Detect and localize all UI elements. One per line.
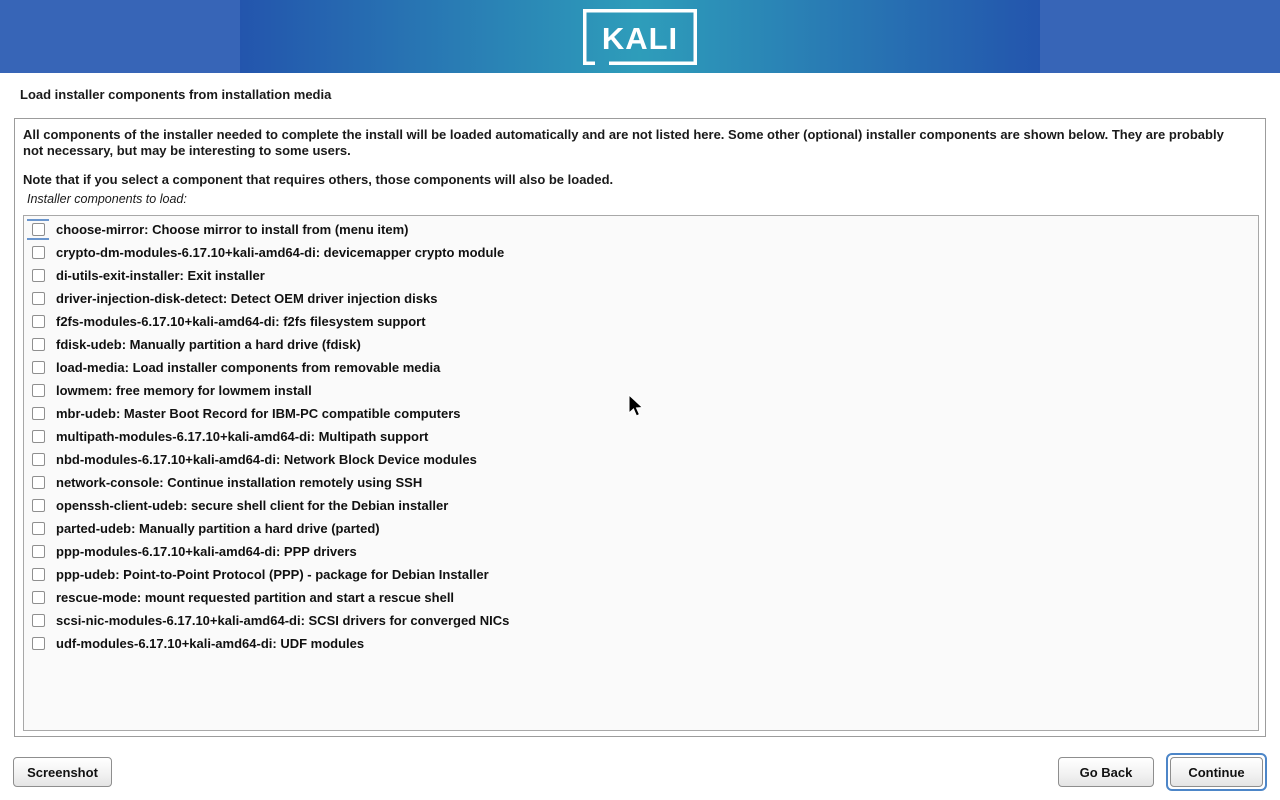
checkbox-cell (27, 311, 49, 332)
component-label: crypto-dm-modules-6.17.10+kali-amd64-di: devicemapper crypto module (56, 245, 505, 260)
component-checkbox[interactable] (32, 292, 45, 305)
kali-logo-text: KALI (601, 20, 679, 56)
checkbox-cell (27, 518, 49, 539)
component-row[interactable] (24, 540, 1258, 563)
component-label: ppp-udeb: Point-to-Point Protocol (PPP) - package for Debian Installer (56, 567, 489, 582)
component-label: driver-injection-disk-detect: Detect OEM driver injection disks (56, 291, 438, 306)
checkbox-cell (27, 587, 49, 608)
component-row[interactable] (24, 379, 1258, 402)
component-row[interactable] (24, 218, 1258, 241)
component-checkbox[interactable] (32, 246, 45, 259)
checkbox-cell (27, 541, 49, 562)
component-row[interactable] (24, 448, 1258, 471)
components-list-label: Installer components to load: (27, 192, 187, 206)
component-label: parted-udeb: Manually partition a hard drive (parted) (56, 521, 380, 536)
continue-button[interactable]: Continue (1170, 757, 1263, 787)
component-row[interactable] (24, 356, 1258, 379)
component-checkbox[interactable] (32, 476, 45, 489)
component-checkbox[interactable] (32, 545, 45, 558)
component-label: di-utils-exit-installer: Exit installer (56, 268, 265, 283)
component-checkbox[interactable] (32, 522, 45, 535)
checkbox-cell (27, 564, 49, 585)
checkbox-cell (27, 472, 49, 493)
content-frame (14, 118, 1266, 737)
component-row[interactable] (24, 241, 1258, 264)
component-label: openssh-client-udeb: secure shell client for the Debian installer (56, 498, 449, 513)
description-text-2: Note that if you select a component that requires others, those components will also be loaded. (23, 172, 614, 187)
checkbox-cell (27, 403, 49, 424)
component-row[interactable] (24, 563, 1258, 586)
component-label: udf-modules-6.17.10+kali-amd64-di: UDF modules (56, 636, 365, 651)
component-row[interactable] (24, 425, 1258, 448)
checkbox-cell (27, 610, 49, 631)
checkbox-cell (27, 265, 49, 286)
kali-banner-gradient (240, 0, 1040, 73)
continue-button-focus-ring (1166, 753, 1267, 791)
checkbox-cell (27, 380, 49, 401)
component-label: scsi-nic-modules-6.17.10+kali-amd64-di: SCSI drivers for converged NICs (56, 613, 510, 628)
component-row[interactable] (24, 517, 1258, 540)
component-checkbox[interactable] (32, 453, 45, 466)
component-row[interactable] (24, 609, 1258, 632)
screenshot-button[interactable]: Screenshot (13, 757, 112, 787)
component-label: lowmem: free memory for lowmem install (56, 383, 312, 398)
installer-header-banner (0, 0, 1280, 73)
component-label: network-console: Continue installation remotely using SSH (56, 475, 423, 490)
checkbox-cell (27, 426, 49, 447)
component-row[interactable] (24, 264, 1258, 287)
component-label: fdisk-udeb: Manually partition a hard drive (fdisk) (56, 337, 361, 352)
component-checkbox[interactable] (32, 223, 45, 236)
component-row[interactable] (24, 471, 1258, 494)
component-row[interactable] (24, 494, 1258, 517)
component-checkbox[interactable] (32, 269, 45, 282)
component-checkbox[interactable] (32, 384, 45, 397)
component-row[interactable] (24, 287, 1258, 310)
checkbox-cell (27, 449, 49, 470)
checkbox-cell (27, 357, 49, 378)
component-label: f2fs-modules-6.17.10+kali-amd64-di: f2fs filesystem support (56, 314, 426, 329)
checkbox-cell (27, 242, 49, 263)
component-label: mbr-udeb: Master Boot Record for IBM-PC compatible computers (56, 406, 461, 421)
description-text-1: All components of the installer needed to complete the install will be loaded automatically and are not listed here. Some other (optional) installer components are shown below. They are probably not necessary, but may be interesting to some users. (23, 127, 1224, 158)
component-row[interactable] (24, 333, 1258, 356)
checkbox-cell (27, 495, 49, 516)
component-label: nbd-modules-6.17.10+kali-amd64-di: Network Block Device modules (56, 452, 477, 467)
page-title: Load installer components from installation media (20, 87, 332, 102)
component-row[interactable] (24, 402, 1258, 425)
component-label: multipath-modules-6.17.10+kali-amd64-di: Multipath support (56, 429, 429, 444)
component-label: ppp-modules-6.17.10+kali-amd64-di: PPP drivers (56, 544, 357, 559)
checkbox-cell (27, 288, 49, 309)
component-checkbox[interactable] (32, 499, 45, 512)
component-checkbox[interactable] (32, 430, 45, 443)
component-checkbox[interactable] (32, 338, 45, 351)
component-checkbox[interactable] (32, 614, 45, 627)
component-label: choose-mirror: Choose mirror to install from (menu item) (56, 222, 409, 237)
component-label: load-media: Load installer components from removable media (56, 360, 441, 375)
checkbox-cell (27, 219, 49, 240)
checkbox-cell (27, 334, 49, 355)
kali-logo-icon (581, 9, 699, 65)
go-back-button[interactable]: Go Back (1058, 757, 1154, 787)
component-checkbox[interactable] (32, 361, 45, 374)
component-checkbox[interactable] (32, 407, 45, 420)
components-list (23, 215, 1259, 731)
checkbox-cell (27, 633, 49, 654)
component-checkbox[interactable] (32, 315, 45, 328)
component-label: rescue-mode: mount requested partition and start a rescue shell (56, 590, 455, 605)
component-checkbox[interactable] (32, 637, 45, 650)
component-row[interactable] (24, 586, 1258, 609)
component-row[interactable] (24, 632, 1258, 655)
component-checkbox[interactable] (32, 568, 45, 581)
component-row[interactable] (24, 310, 1258, 333)
component-checkbox[interactable] (32, 591, 45, 604)
